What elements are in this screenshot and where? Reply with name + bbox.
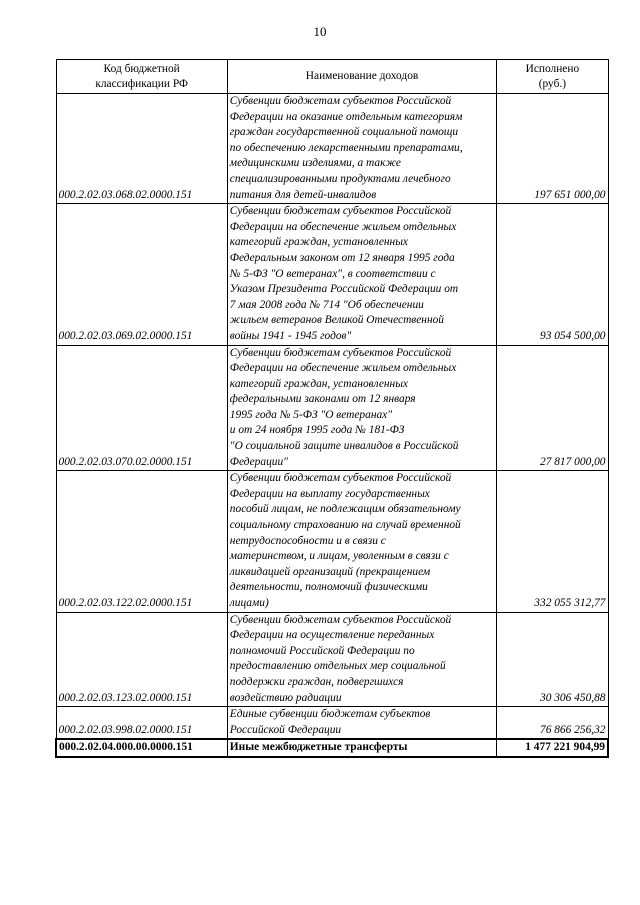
header-code-label: Код бюджетной классификации РФ [95, 62, 188, 90]
total-code: 000.2.02.04.000.00.0000.151 [56, 739, 227, 757]
row-amount: 76 866 256,32 [497, 707, 608, 740]
header-amount [497, 60, 608, 94]
row-amount: 27 817 000,00 [497, 345, 608, 471]
row-amount: 197 651 000,00 [497, 94, 608, 204]
table-header [56, 60, 608, 94]
row-amount: 332 055 312,77 [497, 471, 608, 612]
row-code: 000.2.02.03.069.02.0000.151 [56, 204, 227, 345]
table-body [56, 94, 608, 757]
revenue-table [55, 59, 609, 758]
table-row [56, 345, 608, 471]
row-name: Субвенции бюджетам субъектов Российской Федерации на обеспечение жильем отдельных категорий граждан, установленных федеральными законами от 12 января 1995 года № 5-ФЗ "О ветеранах" и от 24 ноября 1995 года № 181-ФЗ "О социальной защите инвалидов в Российской Федерации" [227, 345, 496, 471]
table-row [56, 471, 608, 612]
row-code: 000.2.02.03.123.02.0000.151 [56, 612, 227, 707]
row-name: Субвенции бюджетам субъектов Российской Федерации на обеспечение жильем отдельных категорий граждан, установленных Федеральным законом от 12 января 1995 года № 5-ФЗ "О ветеранах", в соответствии с Указом Президента Российской Федерации от 7 мая 2008 года № 714 "Об обеспечении жильем ветеранов Великой Отечественной войны 1941 - 1945 годов" [227, 204, 496, 345]
total-row [56, 739, 608, 757]
row-code: 000.2.02.03.122.02.0000.151 [56, 471, 227, 612]
table-row [56, 707, 608, 740]
page-number: 10 [313, 24, 327, 39]
row-name: Субвенции бюджетам субъектов Российской Федерации на осуществление переданных полномочий Российской Федерации по предоставлению отдельных мер социальной поддержки граждан, подвергшихся воздействию радиации [227, 612, 496, 707]
header-name [227, 60, 496, 94]
header-amount-label: Исполнено (руб.) [525, 62, 580, 90]
header-code [56, 60, 227, 94]
row-code: 000.2.02.03.998.02.0000.151 [56, 707, 227, 740]
header-row [56, 60, 608, 94]
row-name: Единые субвенции бюджетам субъектов Российской Федерации [227, 707, 496, 740]
table-row [56, 612, 608, 707]
total-amount: 1 477 221 904,99 [497, 739, 608, 757]
table-row [56, 204, 608, 345]
row-code: 000.2.02.03.070.02.0000.151 [56, 345, 227, 471]
row-code: 000.2.02.03.068.02.0000.151 [56, 94, 227, 204]
row-name: Субвенции бюджетам субъектов Российской Федерации на выплату государственных пособий лицам, не подлежащим обязательному социальному страхованию на случай временной нетрудоспособности и в связи с материнством, и лицам, уволенным в связи с ликвидацией организаций (прекращением деятельности, полномочий физическими лицами) [227, 471, 496, 612]
total-name: Иные межбюджетные трансферты [227, 739, 496, 757]
header-name-label: Наименование доходов [305, 70, 419, 82]
row-amount: 30 306 450,88 [497, 612, 608, 707]
table-row [56, 94, 608, 204]
row-name: Субвенции бюджетам субъектов Российской Федерации на оказание отдельным категориям граждан государственной социальной помощи по обеспечению лекарственными препаратами, медицинскими изделиями, а также специализированными продуктами лечебного питания для детей-инвалидов [227, 94, 496, 204]
row-amount: 93 054 500,00 [497, 204, 608, 345]
